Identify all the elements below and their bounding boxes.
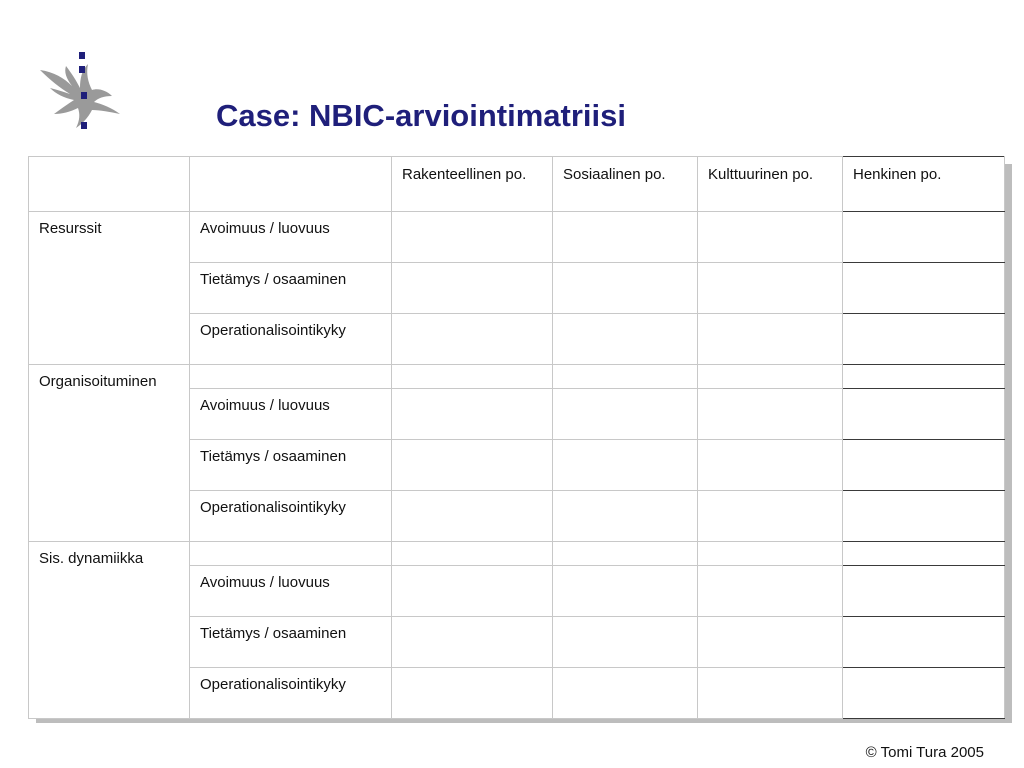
matrix-cell: [843, 668, 1005, 719]
group-label-resurssit: Resurssit: [29, 212, 190, 365]
matrix-cell: [698, 668, 843, 719]
header-cell-kulttuurinen: Kulttuurinen po.: [698, 157, 843, 212]
header-cell-empty-2: [190, 157, 392, 212]
group-label-organisoituminen: Organisoituminen: [29, 365, 190, 542]
matrix-cell: [392, 566, 553, 617]
matrix-cell: [698, 212, 843, 263]
row-label: Operationalisointikyky: [190, 491, 392, 542]
row-label: Avoimuus / luovuus: [190, 566, 392, 617]
group-label-sis-dynamiikka: Sis. dynamiikka: [29, 542, 190, 719]
matrix-cell: [698, 440, 843, 491]
matrix-cell: [392, 617, 553, 668]
copyright-footer: © Tomi Tura 2005: [865, 744, 984, 761]
matrix-cell: [843, 491, 1005, 542]
matrix-cell: [698, 314, 843, 365]
matrix-cell: [553, 491, 698, 542]
matrix-cell: [843, 440, 1005, 491]
matrix-cell: [843, 542, 1005, 566]
matrix-cell: [392, 542, 553, 566]
matrix-cell: [392, 440, 553, 491]
table-row: [29, 365, 1005, 389]
matrix-cell: [843, 263, 1005, 314]
row-label: Operationalisointikyky: [190, 314, 392, 365]
matrix-cell: [392, 365, 553, 389]
matrix-cell: [553, 617, 698, 668]
row-label: Avoimuus / luovuus: [190, 212, 392, 263]
matrix-cell: [553, 365, 698, 389]
matrix-cell: [392, 212, 553, 263]
matrix-cell: [843, 212, 1005, 263]
matrix-cell: [843, 617, 1005, 668]
matrix-cell: [698, 566, 843, 617]
row-label: Operationalisointikyky: [190, 668, 392, 719]
matrix-cell: [698, 365, 843, 389]
matrix-cell: [553, 440, 698, 491]
header-row: [29, 157, 1005, 212]
matrix-cell: [843, 314, 1005, 365]
header-cell-sosiaalinen: Sosiaalinen po.: [553, 157, 698, 212]
table-row: [29, 542, 1005, 566]
matrix-cell: [553, 314, 698, 365]
matrix-cell: [553, 389, 698, 440]
row-label: Tietämys / osaaminen: [190, 263, 392, 314]
row-label: Avoimuus / luovuus: [190, 389, 392, 440]
header-cell-rakenteellinen: Rakenteellinen po.: [392, 157, 553, 212]
matrix-cell: [553, 668, 698, 719]
row-label: [190, 542, 392, 566]
matrix-cell: [698, 491, 843, 542]
matrix-cell: [698, 389, 843, 440]
table-row: [29, 212, 1005, 263]
matrix-cell: [392, 491, 553, 542]
header-cell-henkinen: Henkinen po.: [843, 157, 1005, 212]
matrix-cell: [843, 389, 1005, 440]
matrix-cell: [698, 617, 843, 668]
matrix-cell: [553, 542, 698, 566]
row-label: [190, 365, 392, 389]
matrix-cell: [553, 263, 698, 314]
matrix-cell: [843, 566, 1005, 617]
row-label: Tietämys / osaaminen: [190, 440, 392, 491]
matrix-cell: [553, 566, 698, 617]
matrix-cell: [843, 365, 1005, 389]
matrix-cell: [392, 314, 553, 365]
matrix-cell: [553, 212, 698, 263]
matrix-cell: [698, 263, 843, 314]
header-cell-empty-1: [29, 157, 190, 212]
evaluation-matrix: [28, 156, 1004, 715]
matrix-cell: [392, 389, 553, 440]
matrix-table: [28, 156, 1005, 719]
matrix-cell: [392, 263, 553, 314]
university-flame-logo: [36, 48, 126, 136]
matrix-cell: [392, 668, 553, 719]
slide-title: Case: NBIC-arviointimatriisi: [216, 98, 626, 133]
matrix-cell: [698, 542, 843, 566]
row-label: Tietämys / osaaminen: [190, 617, 392, 668]
